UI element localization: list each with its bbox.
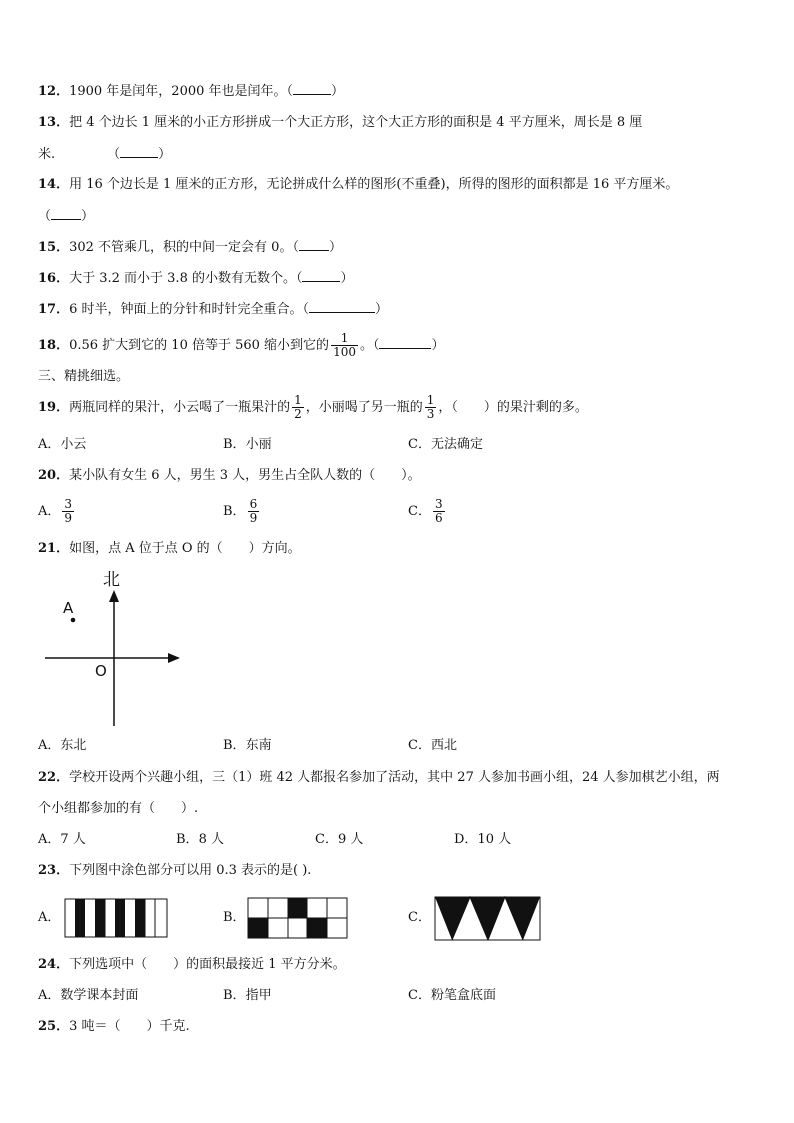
- question-text: 某小队有女生 6 人，男生 3 人，男生占全队人数的（ ）。: [69, 468, 421, 483]
- option-c[interactable]: C． $\frac{3}{6}$: [408, 497, 443, 525]
- option-b[interactable]: B．东南: [223, 738, 272, 753]
- option-d[interactable]: D．10 人: [454, 832, 512, 847]
- question-21: [38, 540, 301, 558]
- option-c[interactable]: C．9 人: [315, 832, 364, 847]
- question-17: 17．6 时半，钟面上的分针和时针完全重合。（ ）: [38, 302, 389, 317]
- option-a[interactable]: A．7 人: [38, 832, 86, 847]
- option-b-label[interactable]: B．: [223, 910, 246, 925]
- question-15: 15．302 不管乘几，积的中间一定会有 0。（ ）: [38, 240, 342, 255]
- question-text: 3 吨＝（ ）千克.: [69, 1019, 190, 1034]
- answer-blank[interactable]: [120, 145, 158, 158]
- question-text: 学校开设两个兴趣小组，三（1）班 42 人都报名参加了活动，其中 27 人参加书画小组，24 人参加棋艺小组，两: [69, 770, 720, 785]
- question-number: 23．: [38, 863, 70, 878]
- question-text: 把 4 个边长 1 厘米的小正方形拼成一个大正方形，这个大正方形的面积是 4 平方厘米，周长是 8 厘: [69, 115, 643, 130]
- point-a-label: A: [63, 599, 74, 617]
- question-text: 1900 年是闰年，2000 年也是闰年。（: [69, 84, 294, 99]
- question-number: 25．: [38, 1019, 70, 1034]
- question-number: 12．: [38, 84, 70, 99]
- option-a-figure[interactable]: [64, 898, 170, 940]
- section-heading: 三、精挑细选。: [38, 369, 130, 384]
- option-a-label[interactable]: A．: [38, 910, 61, 925]
- question-20: [38, 467, 421, 485]
- fraction: $\frac{6}{9}$: [249, 497, 258, 525]
- question-number: 19．: [38, 400, 70, 415]
- question-text: 大于 3.2 而小于 3.8 的小数有无数个。（: [69, 271, 303, 286]
- question-number: 21．: [38, 541, 70, 556]
- east-arrow-icon: [168, 653, 180, 663]
- question-12: 12．1900 年是闰年，2000 年也是闰年。（ ）: [38, 84, 345, 99]
- question-19: 19．两瓶同样的果汁，小云喝了一瓶果汁的 $\frac{1}{2}$ ，小丽喝了另一瓶的 $\frac{1}{3}$ ，（ ）的果汁剩的多。: [38, 393, 588, 421]
- option-c-label[interactable]: C．: [408, 910, 431, 925]
- question-number: 17．: [38, 302, 70, 317]
- option-a[interactable]: A．数学课本封面: [38, 988, 139, 1003]
- question-13: [38, 114, 642, 132]
- question-18: 18．0.56 扩大到它的 10 倍等于 560 缩小到它的 $\frac{1}{100}$ 。（ ）: [38, 331, 445, 359]
- question-13-cont: 米. （ ）: [38, 147, 172, 162]
- question-text: 下列选项中（ ）的面积最接近 1 平方分米。: [69, 957, 346, 972]
- option-a[interactable]: A．小云: [38, 437, 87, 452]
- option-b-figure[interactable]: [247, 897, 349, 940]
- option-a[interactable]: A．东北: [38, 738, 87, 753]
- question-text: 下列图中涂色部分可以用 0.3 表示的是( ).: [69, 863, 312, 878]
- fraction: $\frac{3}{6}$: [434, 497, 443, 525]
- question-number: 16．: [38, 271, 70, 286]
- direction-diagram: [40, 566, 190, 731]
- question-number: 22．: [38, 770, 70, 785]
- fraction: $\frac{3}{9}$: [64, 497, 73, 525]
- question-14: [38, 176, 678, 194]
- point-a: [71, 618, 76, 623]
- question-text: 0.56 扩大到它的 10 倍等于 560 缩小到它的: [69, 338, 330, 353]
- origin-label: O: [95, 662, 107, 680]
- question-number: 14．: [38, 177, 70, 192]
- question-number: 24．: [38, 957, 70, 972]
- fraction: $\frac{1}{100}$: [333, 331, 356, 359]
- question-text: 如图，点 A 位于点 O 的（ ）方向。: [69, 541, 301, 556]
- answer-blank[interactable]: [379, 336, 431, 349]
- option-c[interactable]: C．粉笔盒底面: [408, 988, 496, 1003]
- question-22: [38, 769, 720, 787]
- option-c[interactable]: C．无法确定: [408, 437, 483, 452]
- option-b[interactable]: B． $\frac{6}{9}$: [223, 497, 258, 525]
- question-number: 18．: [38, 338, 70, 353]
- fraction: $\frac{1}{3}$: [426, 393, 435, 421]
- question-16: 16．大于 3.2 而小于 3.8 的小数有无数个。（ ）: [38, 271, 354, 286]
- answer-blank[interactable]: [302, 269, 340, 282]
- question-number: 15．: [38, 240, 70, 255]
- answer-blank[interactable]: [51, 207, 81, 220]
- answer-blank[interactable]: [309, 300, 375, 313]
- option-b[interactable]: B．8 人: [176, 832, 224, 847]
- question-text: 用 16 个边长是 1 厘米的正方形，无论拼成什么样的图形(不重叠)，所得的图形的面积都是 16 平方厘米。: [69, 177, 679, 192]
- question-24: [38, 956, 346, 974]
- option-a[interactable]: A． $\frac{3}{9}$: [38, 497, 73, 525]
- question-number: 13．: [38, 115, 70, 130]
- option-b[interactable]: B．小丽: [223, 437, 272, 452]
- answer-blank[interactable]: [299, 238, 329, 251]
- north-arrow-icon: [109, 590, 119, 602]
- question-23: [38, 862, 311, 880]
- question-text: 302 不管乘几，积的中间一定会有 0。（: [69, 240, 299, 255]
- answer-blank[interactable]: [293, 82, 331, 95]
- question-22-cont: 个小组都参加的有（ ）.: [38, 801, 199, 816]
- fraction: $\frac{1}{2}$: [294, 393, 302, 421]
- question-number: 20．: [38, 468, 70, 483]
- north-label: 北: [103, 570, 120, 590]
- question-14-cont: （ ）: [38, 209, 95, 224]
- question-text: 6 时半，钟面上的分针和时针完全重合。（: [69, 302, 309, 317]
- option-c[interactable]: C．西北: [408, 738, 457, 753]
- question-25: [38, 1018, 190, 1036]
- option-c-figure[interactable]: [434, 896, 542, 942]
- option-b[interactable]: B．指甲: [223, 988, 272, 1003]
